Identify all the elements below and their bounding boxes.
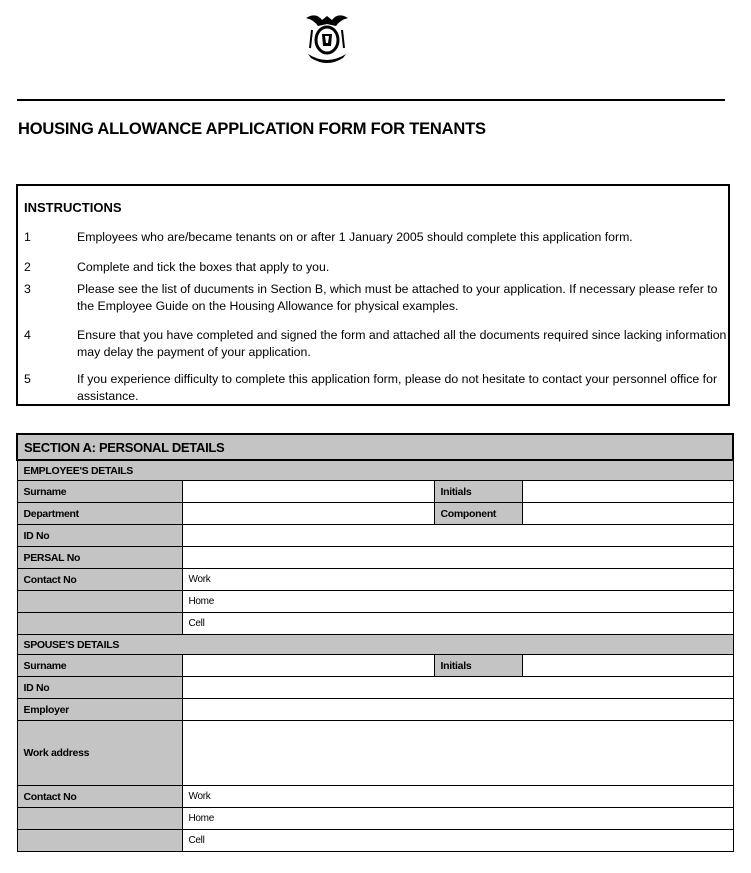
instruction-number: 4	[24, 328, 31, 342]
instruction-number: 2	[24, 260, 31, 274]
spouse-contact-label: Contact No	[17, 786, 182, 808]
employee-initials-label: Initials	[434, 481, 522, 503]
spouse-details-heading: SPOUSE'S DETAILS	[17, 635, 733, 655]
employee-home-phone-field[interactable]	[182, 591, 733, 613]
employee-initials-field[interactable]	[522, 481, 733, 503]
spouse-work-address-label: Work address	[17, 721, 182, 786]
home-label: Home	[188, 596, 214, 607]
spouse-surname-field[interactable]	[182, 655, 434, 677]
spouse-initials-label: Initials	[434, 655, 522, 677]
employee-work-phone-field[interactable]	[182, 569, 733, 591]
spouse-surname-label: Surname	[17, 655, 182, 677]
contact-label-spacer	[17, 808, 182, 830]
instruction-text: Ensure that you have completed and signed the form and attached all the documents required since lacking information may delay the payment of your application.	[77, 328, 727, 359]
employee-surname-field[interactable]	[182, 481, 434, 503]
spouse-work-address-field[interactable]	[182, 721, 733, 786]
section-a	[16, 433, 732, 852]
spouse-employer-label: Employer	[17, 699, 182, 721]
instruction-number: 3	[24, 282, 31, 296]
instruction-text: Complete and tick the boxes that apply to you.	[77, 260, 330, 274]
personal-details-table	[16, 433, 734, 852]
instruction-number: 5	[24, 372, 31, 386]
cell-label: Cell	[188, 618, 205, 629]
instructions-heading: INSTRUCTIONS	[24, 200, 122, 215]
instruction-text: Please see the list of ducuments in Section B, which must be attached to your application. If necessary please refer to the Employee Guide on the Housing Allowance for physical examples.	[77, 282, 718, 313]
employee-id-label: ID No	[17, 525, 182, 547]
employee-details-heading: EMPLOYEE'S DETAILS	[17, 460, 733, 481]
instruction-text: Employees who are/became tenants on or after 1 January 2005 should complete this application form.	[77, 230, 633, 244]
work-label: Work	[188, 574, 211, 585]
coat-of-arms-icon	[298, 10, 356, 66]
spouse-employer-field[interactable]	[182, 699, 733, 721]
employee-surname-label: Surname	[17, 481, 182, 503]
contact-label-spacer	[17, 830, 182, 852]
home-label: Home	[188, 813, 214, 824]
employee-department-label: Department	[17, 503, 182, 525]
employee-contact-label: Contact No	[17, 569, 182, 591]
spouse-home-phone-field[interactable]	[182, 808, 733, 830]
instruction-number: 1	[24, 230, 31, 244]
header-divider	[17, 99, 725, 101]
employee-component-field[interactable]	[522, 503, 733, 525]
spouse-initials-field[interactable]	[522, 655, 733, 677]
section-a-title: SECTION A: PERSONAL DETAILS	[17, 434, 733, 460]
form-title: HOUSING ALLOWANCE APPLICATION FORM FOR TENANTS	[18, 120, 486, 138]
spouse-id-field[interactable]	[182, 677, 733, 699]
contact-label-spacer	[17, 613, 182, 635]
cell-label: Cell	[188, 835, 205, 846]
instruction-text: If you experience difficulty to complete this application form, please do not hesitate to contact your personnel office for assistance.	[77, 372, 718, 403]
instructions-box	[16, 184, 730, 406]
employee-persal-field[interactable]	[182, 547, 733, 569]
employee-id-field[interactable]	[182, 525, 733, 547]
contact-label-spacer	[17, 591, 182, 613]
employee-cell-phone-field[interactable]	[182, 613, 733, 635]
work-label: Work	[188, 791, 211, 802]
spouse-cell-phone-field[interactable]	[182, 830, 733, 852]
employee-department-field[interactable]	[182, 503, 434, 525]
employee-persal-label: PERSAL No	[17, 547, 182, 569]
spouse-id-label: ID No	[17, 677, 182, 699]
spouse-work-phone-field[interactable]	[182, 786, 733, 808]
employee-component-label: Component	[434, 503, 522, 525]
